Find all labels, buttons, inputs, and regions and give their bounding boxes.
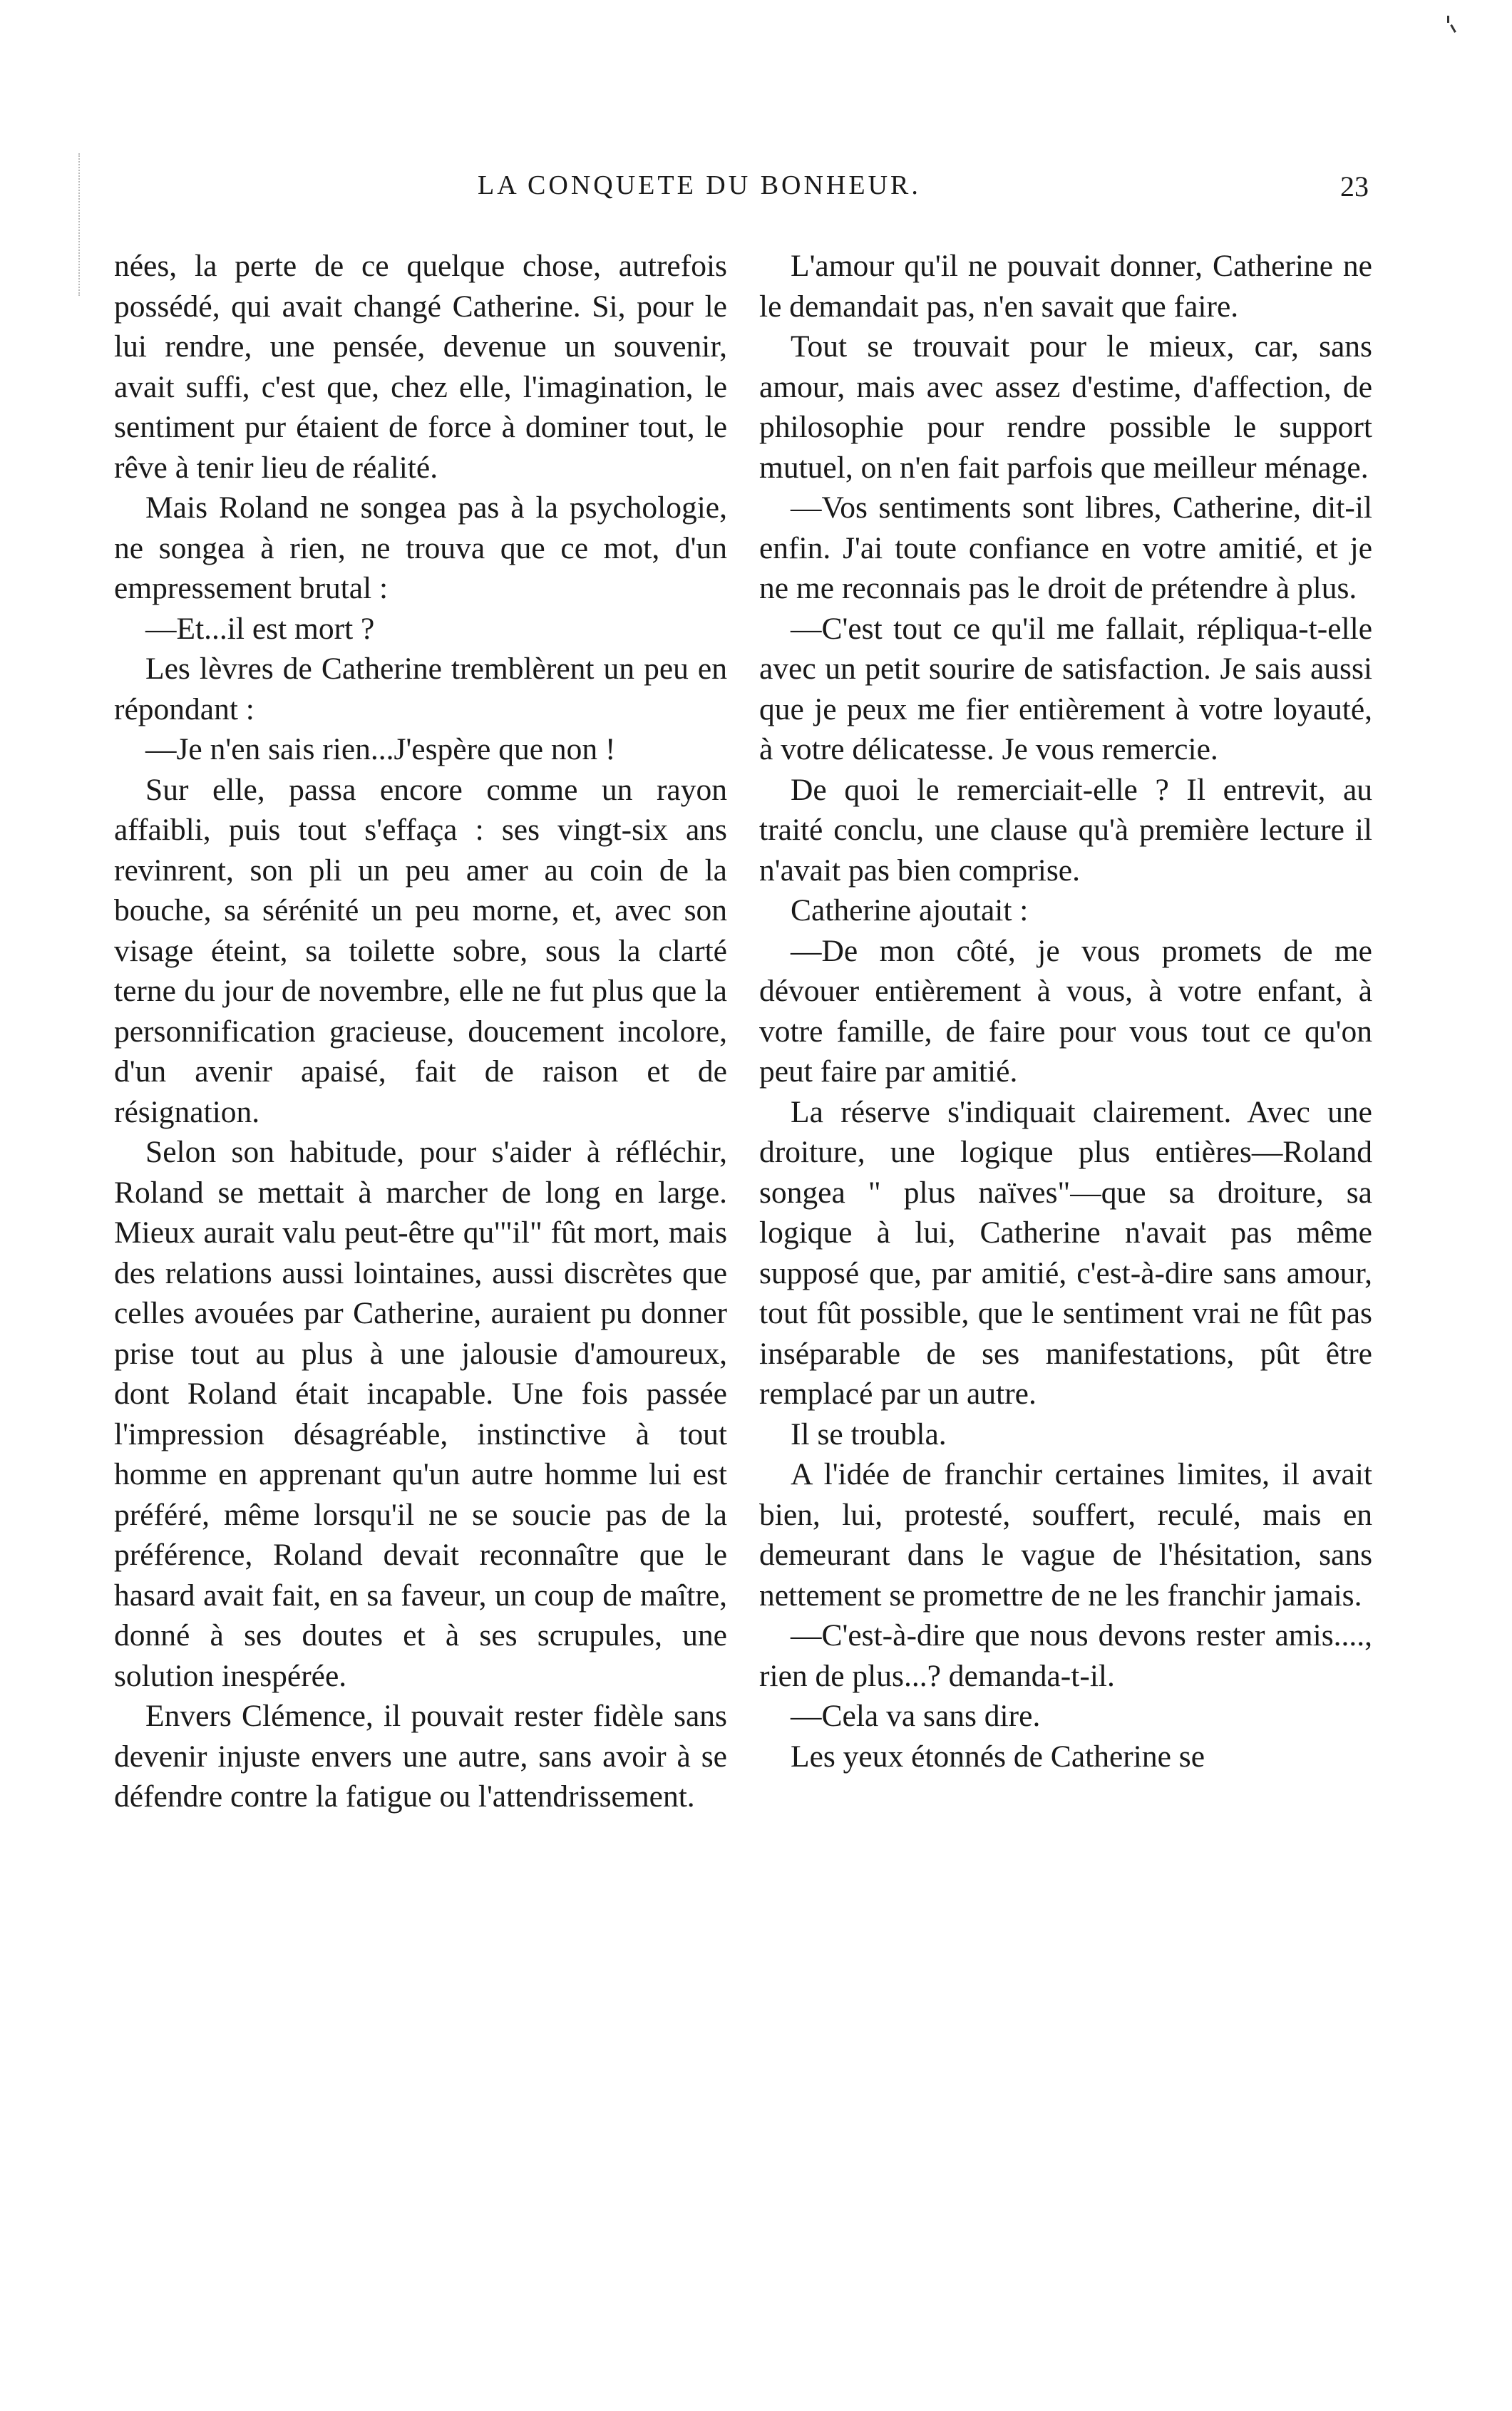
paragraph: Envers Clémence, il pouvait rester fidèle sans devenir injuste envers une autre, sans avoir à se défendre contre la fatigue ou l'attendrissement.	[114, 1699, 727, 1814]
page-header	[114, 170, 1369, 212]
paragraph: —Cela va sans dire.	[791, 1699, 1041, 1733]
running-title: LA CONQUETE DU BONHEUR.	[478, 170, 921, 200]
paragraph: —C'est tout ce qu'il me fallait, répliqua-t-elle avec un petit sourire de satisfaction. Je sais aussi que je peux me fier entièrement à votre loyauté, à votre délicatesse. Je vous remercie.	[759, 611, 1372, 766]
paragraph: Tout se trouvait pour le mieux, car, sans amour, mais avec assez d'estime, d'affection, de philosophie pour rendre possible le support mutuel, on n'en fait parfois que meilleur ménage.	[759, 329, 1372, 485]
paragraph: Il se troubla.	[791, 1417, 947, 1451]
paragraph: De quoi le remerciait-elle ? Il entrevit, au traité conclu, une clause qu'à première lecture il n'avait pas bien comprise.	[759, 772, 1372, 888]
paragraph: —Vos sentiments sont libres, Catherine, dit-il enfin. J'ai toute confiance en votre amitié, et je ne me reconnais pas le droit de prétendre à plus.	[759, 490, 1372, 605]
paragraph: nées, la perte de ce quelque chose, autrefois possédé, qui avait changé Catherine. Si, pour le lui rendre, une pensée, devenue un souvenir, avait suffi, c'est que, chez elle, l'imagination, le sentiment pur étaient de force à dominer tout, le rêve à tenir lieu de réalité.	[114, 249, 727, 485]
paragraph: Mais Roland ne songea pas à la psychologie, ne songea à rien, ne trouva que ce mot, d'un empressement brutal :	[114, 490, 727, 605]
paragraph: —C'est-à-dire que nous devons rester amis...., rien de plus...? demanda-t-il.	[759, 1618, 1372, 1693]
right-column	[759, 246, 1372, 1777]
paragraph: Selon son habitude, pour s'aider à réfléchir, Roland se mettait à marcher de long en large. Mieux aurait valu peut-être qu'"il" fût mort, mais des relations aussi lointaines, aussi discrètes que celles avouées par Catherine, auraient pu donner prise tout au plus à une jalousie d'amoureux, dont Roland était incapable. Une fois passée l'impression désagréable, instinctive à tout homme en apprenant qu'un autre homme lui est préféré, même lorsqu'il ne se soucie pas de la préférence, Roland devait reconnaître que le hasard avait fait, en sa faveur, un coup de maître, donné à ses doutes et à ses scrupules, une solution inespérée.	[114, 1135, 727, 1693]
paragraph: —De mon côté, je vous promets de me dévouer entièrement à vous, à votre enfant, à votre famille, de faire pour vous tout ce qu'on peut faire par amitié.	[759, 933, 1372, 1089]
paragraph: A l'idée de franchir certaines limites, il avait bien, lui, protesté, souffert, reculé, mais en demeurant dans le vague de l'hésitation, sans nettement se promettre de ne les franchir jamais.	[759, 1457, 1372, 1613]
paragraph: —Et...il est mort ?	[145, 611, 375, 646]
paragraph: Les lèvres de Catherine tremblèrent un peu en répondant :	[114, 652, 727, 726]
page-number: 23	[1340, 170, 1369, 202]
paragraph: Catherine ajoutait :	[791, 893, 1029, 927]
paragraph: Les yeux étonnés de Catherine se	[791, 1739, 1205, 1774]
left-column	[114, 246, 727, 1817]
paragraph: Sur elle, passa encore comme un rayon affaibli, puis tout s'effaça : ses vingt-six ans revinrent, son pli un peu amer au coin de la bouche, sa sérénité un peu morne, et, avec son visage éteint, sa toilette sobre, sous la clarté terne du jour de novembre, elle ne fut plus que la personnification gracieuse, doucement incolore, d'un avenir apaisé, fait de raison et de résignation.	[114, 772, 727, 1129]
paragraph: —Je n'en sais rien...J'espère que non !	[145, 732, 616, 766]
margin-dotted-rule	[78, 153, 81, 296]
paragraph: La réserve s'indiquait clairement. Avec une droiture, une logique plus entières—Roland songea " plus naïves"—que sa droiture, sa logique à lui, Catherine n'avait pas même supposé que, par amitié, c'est-à-dire sans amour, tout fût possible, que le sentiment vrai ne fût pas inséparable de ses manifestations, pût être remplacé par un autre.	[759, 1094, 1372, 1411]
paragraph: L'amour qu'il ne pouvait donner, Catherine ne le demandait pas, n'en savait que faire.	[759, 249, 1372, 324]
corner-mark-icon	[1446, 16, 1459, 34]
